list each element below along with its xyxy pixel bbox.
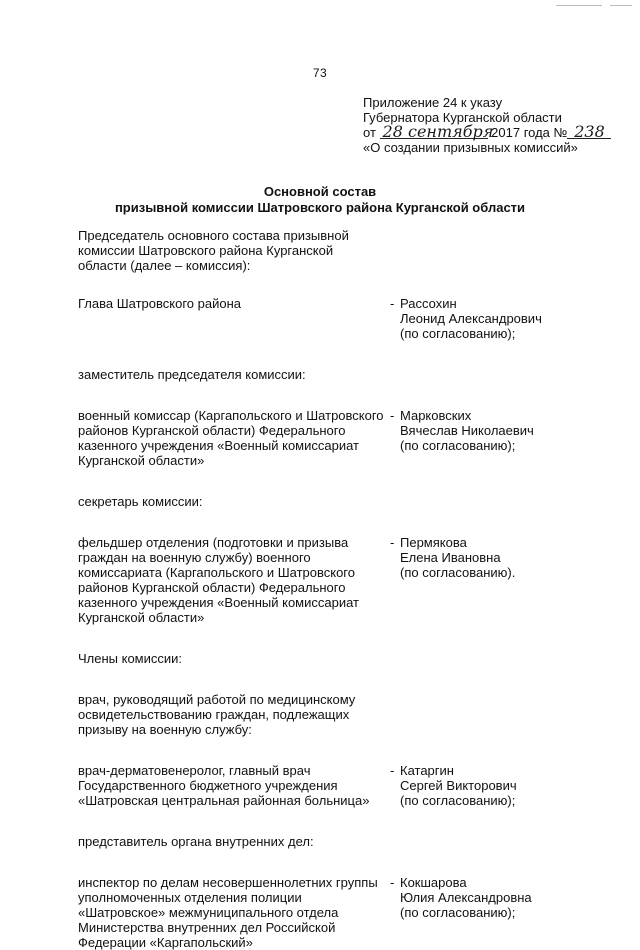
section-members-heading [78,651,558,666]
member-name-text: Марковских Вячеслав Николаевич (по согласованию); [400,408,534,453]
member-name-text: Кокшарова Юлия Александровна (по согласованию); [400,875,532,920]
section-text: Председатель основного состава призывной комиссии Шатровского района Курганской области (далее – комиссия): [78,228,349,273]
section-secretary-heading [78,494,558,509]
title-line-1: Основной состав [263,184,377,199]
section-text: заместитель председателя комиссии: [78,367,306,382]
member-name [390,875,558,950]
handwritten-number: 238 [567,125,611,139]
year-text: 2017 года [491,125,550,140]
member-row-doctor [78,763,558,808]
member-name-text: Рассохин Леонид Александрович (по согласованию); [400,296,542,341]
member-name [390,408,558,468]
appendix-line-2: Губернатора Курганской области [363,110,562,125]
appendix-line-3 [363,122,633,141]
member-name [390,535,558,625]
section-text: секретарь комиссии: [78,494,203,509]
member-row-secretary [78,535,558,625]
member-name [390,296,558,341]
section-chairman-heading [78,228,558,273]
appendix-line-4: «О создании призывных комиссий» [363,140,578,155]
section-deputy-heading [78,367,558,382]
commission-list [78,228,558,950]
appendix-line-1: Приложение 24 к указу [363,95,503,110]
member-row-police [78,875,558,950]
member-name [390,763,558,808]
member-position: военный комиссар (Каргапольского и Шатровского районов Курганской области) Федерального казенного учреждения «Военный комиссариат Курганской области» [78,408,384,468]
member-position: фельдшер отделения (подготовки и призыва граждан на военную службу) военного комиссариата (Каргапольского и Шатровского районов Курганской области) Федерального казенного учреждения «Военный комиссариат Курганской области» [78,535,359,625]
page-number: 73 [312,66,328,80]
member-name-text: Пермякова Елена Ивановна (по согласованию). [400,535,516,580]
handwritten-date: 28 сентября [380,125,488,139]
title-line-2: призывной комиссии Шатровского района Курганской области [114,200,526,215]
document-title [0,184,640,216]
dash: - [390,763,395,778]
dash: - [390,296,395,311]
section-doctor-heading [78,692,558,737]
from-label: от [363,125,376,140]
member-row-deputy [78,408,558,468]
member-row-chairman [78,296,558,341]
section-text: Члены комиссии: [78,651,183,666]
number-sign: № [553,125,568,140]
dash: - [390,535,395,550]
scan-marks [556,5,632,6]
section-text: врач, руководящий работой по медицинскому освидетельствованию граждан, подлежащих призыву на военную службу: [78,692,356,737]
section-police-heading [78,834,558,849]
member-position: инспектор по делам несовершеннолетних группы уполномоченных отделения полиции «Шатровское» межмуниципального отдела Министерства внутренних дел Российской Федерации «Каргапольский» [78,875,378,950]
appendix-header [363,95,633,155]
section-text: представитель органа внутренних дел: [78,834,314,849]
member-name-text: Катаргин Сергей Викторович (по согласованию); [400,763,517,808]
member-position: врач-дерматовенеролог, главный врач Государственного бюджетного учреждения «Шатровская центральная районная больница» [78,763,370,808]
dash: - [390,408,395,423]
member-position: Глава Шатровского района [78,296,241,311]
dash: - [390,875,395,890]
